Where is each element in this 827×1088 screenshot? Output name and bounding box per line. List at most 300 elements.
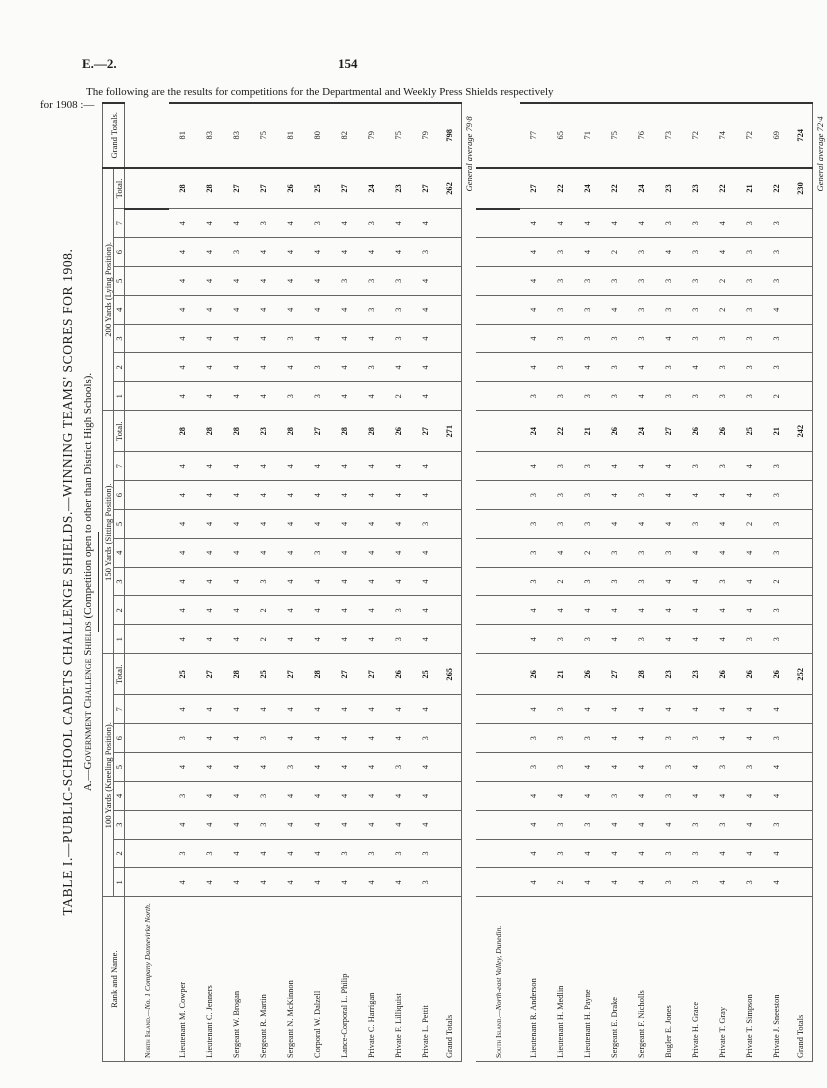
grand-total: 65: [547, 103, 574, 168]
range-total: 27: [250, 168, 277, 209]
blank-cell: [476, 753, 520, 782]
shot-score: 4: [601, 481, 628, 510]
blank-cell: [476, 654, 520, 695]
shot-score: 3: [655, 353, 682, 382]
shot-score: 3: [547, 625, 574, 654]
blank-cell: [476, 724, 520, 753]
shot-score: 4: [196, 481, 223, 510]
table-row: [520, 103, 547, 1062]
section-name: [125, 897, 170, 1062]
shot-score: 3: [520, 382, 547, 411]
range-total: 27: [223, 168, 250, 209]
shot-score: 4: [763, 781, 790, 810]
shot-score: 4: [169, 810, 196, 839]
shot-score: 3: [628, 625, 655, 654]
range-total: 27: [277, 654, 304, 695]
range-total: 25: [736, 411, 763, 452]
shot-score: 3: [628, 324, 655, 353]
blank-cell: [790, 452, 813, 481]
shot-score: 3: [358, 209, 385, 238]
shot-score: 4: [574, 596, 601, 625]
range-total: 21: [736, 168, 763, 209]
shot-score: 4: [628, 510, 655, 539]
shot-score: 3: [709, 353, 736, 382]
shot-score: 4: [655, 567, 682, 596]
shot-score: 4: [682, 353, 709, 382]
blank-cell: [439, 481, 462, 510]
shot-header: 4: [114, 781, 125, 810]
shot-header: 1: [114, 868, 125, 897]
shot-score: 4: [385, 538, 412, 567]
shot-score: 4: [358, 238, 385, 267]
shot-score: 4: [196, 266, 223, 295]
shot-score: 4: [331, 724, 358, 753]
shot-score: 4: [628, 382, 655, 411]
shot-score: 3: [655, 839, 682, 868]
shot-header: 3: [114, 567, 125, 596]
shot-score: 4: [385, 209, 412, 238]
range-total: 22: [709, 168, 736, 209]
shot-score: 4: [196, 625, 223, 654]
cadet-name: Private H. Grace: [682, 897, 709, 1062]
shot-score: 3: [412, 868, 439, 897]
blank-cell: [790, 810, 813, 839]
shot-score: 4: [250, 510, 277, 539]
shot-score: 4: [709, 538, 736, 567]
shot-score: 4: [277, 266, 304, 295]
shot-score: 3: [385, 295, 412, 324]
shot-score: 3: [709, 324, 736, 353]
shot-score: 4: [277, 695, 304, 724]
shot-score: 4: [655, 324, 682, 353]
shot-score: 3: [331, 839, 358, 868]
range-total: 27: [331, 168, 358, 209]
shot-score: 3: [358, 266, 385, 295]
range-total: 28: [169, 168, 196, 209]
range-total: 26: [574, 654, 601, 695]
shot-score: 4: [412, 382, 439, 411]
blank-cell: [439, 868, 462, 897]
shot-score: 3: [574, 295, 601, 324]
shot-header: 4: [114, 295, 125, 324]
shot-score: 4: [277, 209, 304, 238]
shot-score: 4: [223, 625, 250, 654]
blank-cell: [790, 266, 813, 295]
range-total: 26: [385, 654, 412, 695]
table-row: [601, 103, 628, 1062]
blank-cell: [790, 625, 813, 654]
shot-score: 4: [628, 753, 655, 782]
shot-score: 3: [169, 724, 196, 753]
shot-score: 4: [304, 295, 331, 324]
shot-score: 4: [736, 567, 763, 596]
total-header: Total.: [114, 168, 125, 209]
shot-score: 3: [655, 295, 682, 324]
shot-score: 4: [520, 810, 547, 839]
shot-score: 2: [601, 238, 628, 267]
range-total: 24: [520, 411, 547, 452]
shot-score: 3: [574, 567, 601, 596]
shot-score: 3: [628, 295, 655, 324]
shot-score: 3: [331, 266, 358, 295]
shot-header: 2: [114, 353, 125, 382]
shot-score: 4: [223, 695, 250, 724]
shot-header: 4: [114, 538, 125, 567]
shot-score: 4: [196, 382, 223, 411]
shot-score: 3: [547, 266, 574, 295]
shot-score: 4: [736, 781, 763, 810]
shot-score: 4: [223, 324, 250, 353]
shot-header: 5: [114, 753, 125, 782]
shot-score: 4: [385, 481, 412, 510]
shot-score: 3: [358, 353, 385, 382]
shot-score: 4: [412, 567, 439, 596]
shot-score: 3: [169, 781, 196, 810]
shot-score: 4: [709, 724, 736, 753]
range-total: 28: [277, 411, 304, 452]
grand-total: 75: [385, 103, 412, 168]
blank-cell: [439, 839, 462, 868]
blank-cell: [790, 209, 813, 238]
blank-cell: [439, 238, 462, 267]
grand-total: 74: [709, 103, 736, 168]
shot-header: 1: [114, 382, 125, 411]
shot-score: 2: [574, 538, 601, 567]
blank-cell: [125, 238, 170, 267]
cadet-name: Sergeant N. McKinnon: [277, 897, 304, 1062]
shot-score: 3: [547, 724, 574, 753]
blank-cell: [476, 596, 520, 625]
blank-cell: [476, 353, 520, 382]
shot-score: 3: [277, 324, 304, 353]
range-total: 25: [169, 654, 196, 695]
shot-score: 3: [574, 510, 601, 539]
shot-score: 4: [250, 452, 277, 481]
shot-score: 4: [547, 596, 574, 625]
shot-score: 4: [709, 781, 736, 810]
shot-score: 3: [250, 810, 277, 839]
shot-score: 4: [682, 538, 709, 567]
range-total: 26: [763, 654, 790, 695]
shot-score: 3: [385, 625, 412, 654]
shot-score: 4: [628, 868, 655, 897]
blank-cell: [439, 753, 462, 782]
shot-score: 4: [412, 266, 439, 295]
shot-score: 3: [601, 353, 628, 382]
blank-cell: [439, 724, 462, 753]
range-grand-total: 242: [790, 411, 813, 452]
shot-score: 4: [304, 481, 331, 510]
blank-cell: [476, 295, 520, 324]
cadet-name: Private C. Harrigan: [358, 897, 385, 1062]
shot-score: 4: [601, 839, 628, 868]
shot-score: 3: [574, 452, 601, 481]
blank-cell: [125, 810, 170, 839]
range-total: 21: [574, 411, 601, 452]
range-total: 26: [709, 411, 736, 452]
shot-score: 4: [169, 324, 196, 353]
grand-total: 72: [682, 103, 709, 168]
shot-score: 4: [331, 353, 358, 382]
shot-score: 3: [682, 724, 709, 753]
shot-score: 4: [358, 481, 385, 510]
shot-score: 4: [628, 353, 655, 382]
table-row: [385, 103, 412, 1062]
shot-score: 4: [169, 481, 196, 510]
shot-score: 4: [277, 781, 304, 810]
shot-score: 3: [574, 724, 601, 753]
range-total: 28: [223, 411, 250, 452]
shot-score: 3: [520, 538, 547, 567]
table-row: [412, 103, 439, 1062]
subtitle-main: Government Challenge Shields: [82, 621, 94, 770]
shot-score: 4: [709, 238, 736, 267]
shot-score: 4: [682, 481, 709, 510]
shot-score: 3: [250, 567, 277, 596]
shot-score: 4: [196, 567, 223, 596]
shot-score: 4: [169, 382, 196, 411]
shot-score: 3: [736, 295, 763, 324]
shot-score: 4: [196, 353, 223, 382]
shot-score: 4: [601, 724, 628, 753]
shot-score: 4: [520, 295, 547, 324]
shot-score: 4: [277, 810, 304, 839]
shot-score: 4: [169, 266, 196, 295]
shot-score: 4: [601, 452, 628, 481]
grand-total: 83: [196, 103, 223, 168]
shot-score: 4: [682, 695, 709, 724]
shot-score: 4: [331, 868, 358, 897]
subtitle-prefix: A.—: [82, 769, 94, 792]
grand-total: 82: [331, 103, 358, 168]
shot-score: 3: [412, 510, 439, 539]
shot-score: 4: [520, 781, 547, 810]
page-number: 154: [338, 56, 358, 71]
blank-cell: [439, 781, 462, 810]
shot-score: 4: [385, 510, 412, 539]
blank-cell: [790, 781, 813, 810]
shot-score: 4: [358, 324, 385, 353]
shot-score: 4: [574, 868, 601, 897]
shot-score: 4: [331, 781, 358, 810]
blank-cell: [476, 510, 520, 539]
shot-score: 3: [412, 724, 439, 753]
shot-score: 3: [682, 810, 709, 839]
shot-score: 4: [250, 753, 277, 782]
shot-score: 4: [304, 810, 331, 839]
table-row: [250, 103, 277, 1062]
blank-cell: [125, 510, 170, 539]
shot-score: 4: [412, 295, 439, 324]
blank-cell: [476, 382, 520, 411]
shot-score: 4: [223, 868, 250, 897]
shot-score: 4: [223, 538, 250, 567]
shot-score: 3: [574, 625, 601, 654]
cadet-name: Lieutenant M. Cowper: [169, 897, 196, 1062]
average-row: [462, 103, 477, 1062]
shot-score: 4: [574, 781, 601, 810]
shot-header: 7: [114, 452, 125, 481]
shot-score: 4: [358, 724, 385, 753]
shot-score: 4: [520, 238, 547, 267]
cadet-name: Private L. Pettit: [412, 897, 439, 1062]
shot-score: 3: [574, 810, 601, 839]
blank-cell: [125, 168, 170, 209]
blank-cell: [476, 209, 520, 238]
shot-score: 3: [763, 324, 790, 353]
shot-score: 3: [574, 324, 601, 353]
shot-score: 4: [655, 238, 682, 267]
shot-score: 4: [655, 452, 682, 481]
shot-score: 4: [169, 295, 196, 324]
shot-score: 3: [736, 868, 763, 897]
shot-score: 4: [412, 753, 439, 782]
blank-cell: [125, 567, 170, 596]
shot-score: 4: [655, 810, 682, 839]
range-total: 23: [682, 168, 709, 209]
cadet-name: Private T. Simpson: [736, 897, 763, 1062]
shot-score: 4: [223, 839, 250, 868]
blank-cell: [476, 695, 520, 724]
range-total: 23: [385, 168, 412, 209]
shot-score: 4: [331, 538, 358, 567]
range-total: 27: [412, 168, 439, 209]
shot-score: 4: [655, 625, 682, 654]
shot-score: 4: [574, 753, 601, 782]
shot-score: 3: [250, 209, 277, 238]
shot-score: 4: [412, 781, 439, 810]
shot-score: 4: [763, 839, 790, 868]
shot-score: 4: [628, 209, 655, 238]
shot-score: 3: [655, 724, 682, 753]
shot-score: 4: [250, 695, 277, 724]
shot-score: 4: [520, 695, 547, 724]
shot-score: 4: [196, 452, 223, 481]
shot-score: 3: [763, 266, 790, 295]
section-header-row: [125, 103, 170, 1062]
subtitle-rule: [98, 532, 99, 632]
shot-score: 4: [196, 510, 223, 539]
overall-grand-total: 798: [439, 103, 462, 168]
shot-score: 2: [385, 382, 412, 411]
grand-total: 81: [169, 103, 196, 168]
cadet-name: Lieutenant H. Medlin: [547, 897, 574, 1062]
shot-score: 3: [601, 324, 628, 353]
blank-cell: [790, 324, 813, 353]
shot-score: 4: [196, 753, 223, 782]
shot-score: 3: [520, 481, 547, 510]
shot-score: 4: [169, 596, 196, 625]
blank-cell: [439, 538, 462, 567]
blank-cell: [790, 481, 813, 510]
shot-score: 3: [277, 382, 304, 411]
shot-header: 6: [114, 724, 125, 753]
shot-score: 4: [331, 481, 358, 510]
shot-score: 3: [304, 538, 331, 567]
range-total: 23: [655, 654, 682, 695]
shot-score: 2: [709, 266, 736, 295]
shot-score: 4: [736, 452, 763, 481]
blank-cell: [125, 382, 170, 411]
shot-score: 3: [682, 238, 709, 267]
section-team: —North-east Valley, Dunedin.: [493, 925, 503, 1017]
blank-cell: [790, 382, 813, 411]
shot-score: 3: [358, 839, 385, 868]
range-total: 26: [385, 411, 412, 452]
blank-cell: [790, 724, 813, 753]
shot-score: 4: [358, 810, 385, 839]
shot-score: 4: [169, 695, 196, 724]
shot-score: 2: [763, 382, 790, 411]
range-total: 26: [277, 168, 304, 209]
shot-score: 4: [196, 596, 223, 625]
range-total: 23: [250, 411, 277, 452]
shot-score: 4: [223, 452, 250, 481]
table-row: [628, 103, 655, 1062]
shot-score: 3: [763, 810, 790, 839]
shot-score: 4: [331, 810, 358, 839]
shot-score: 3: [601, 567, 628, 596]
cadet-name: Sergeant E. Drake: [601, 897, 628, 1062]
shot-score: 4: [709, 625, 736, 654]
shot-score: 3: [682, 295, 709, 324]
blank-cell: [476, 567, 520, 596]
shot-score: 4: [223, 724, 250, 753]
blank-cell: [125, 209, 170, 238]
shot-score: 4: [169, 452, 196, 481]
shot-score: 4: [250, 295, 277, 324]
blank-cell: [439, 324, 462, 353]
blank-cell: [790, 868, 813, 897]
shot-score: 4: [250, 353, 277, 382]
blank-cell: [439, 295, 462, 324]
shot-score: 3: [763, 596, 790, 625]
shot-score: 4: [358, 538, 385, 567]
shot-score: 4: [358, 625, 385, 654]
header-row-ranges: [103, 103, 114, 1062]
shot-score: 3: [547, 324, 574, 353]
cadet-name: Lieutenant H. Payne: [574, 897, 601, 1062]
shot-score: 4: [547, 781, 574, 810]
blank-cell: [439, 567, 462, 596]
scores-table: [102, 102, 827, 1062]
shot-score: 3: [601, 266, 628, 295]
shot-score: 4: [277, 481, 304, 510]
table-row: [196, 103, 223, 1062]
shot-score: 3: [682, 868, 709, 897]
table-row: [223, 103, 250, 1062]
range-total: 27: [655, 411, 682, 452]
shot-score: 4: [331, 625, 358, 654]
table-row: [277, 103, 304, 1062]
blank-cell: [790, 510, 813, 539]
shot-score: 4: [169, 753, 196, 782]
grand-total: 76: [628, 103, 655, 168]
shot-score: 3: [628, 481, 655, 510]
grand-total: 72: [736, 103, 763, 168]
shot-score: 4: [196, 724, 223, 753]
blank-cell: [439, 596, 462, 625]
shot-score: 4: [358, 868, 385, 897]
shot-score: 4: [304, 596, 331, 625]
shot-score: 3: [736, 324, 763, 353]
table-row: [547, 103, 574, 1062]
shot-header: 3: [114, 324, 125, 353]
blank-cell: [476, 411, 520, 452]
shot-score: 3: [736, 753, 763, 782]
shot-score: 2: [736, 510, 763, 539]
blank-cell: [125, 753, 170, 782]
